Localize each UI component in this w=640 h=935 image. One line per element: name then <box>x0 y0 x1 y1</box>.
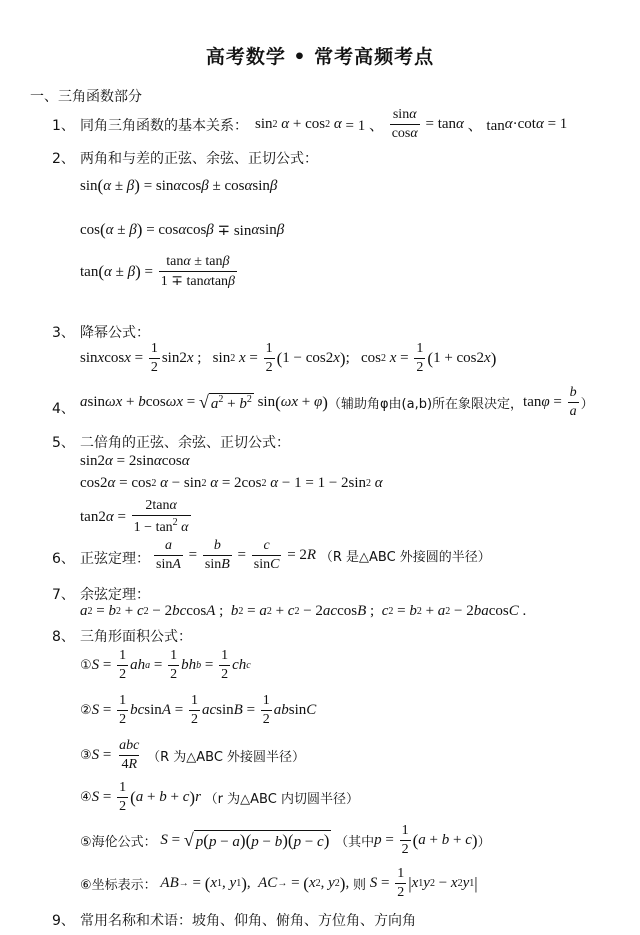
formula-sine-rule: $\frac{a}{\sin A}$ = $\frac{b}{\sin B}$ = $\frac{c}{\sin C}$ = 2 R （R 是△ABC 外接圆的半径） <box>156 538 491 572</box>
heron-label: ⑤海伦公式： <box>80 835 157 850</box>
section-heading: 一、三角函数部分 <box>30 89 142 105</box>
formula-cos-double: cos2 α = cos 2 α − sin 2 α = 2cos 2 α − 1 = 1 − 2sin 2 α <box>80 475 383 491</box>
item-label: 两角和与差的正弦、余弦、正切公式： <box>80 151 318 167</box>
formula-area-4: ④ S = $\frac{1}{2}$ ( a + b + c ) r （r 为△ABC 内切圆半径） <box>80 780 359 814</box>
area4-note: （r 为△ABC 内切圆半径） <box>204 792 359 807</box>
area3-note: （R 为△ABC 外接圆半径） <box>147 750 306 765</box>
item-number: 6、 <box>52 551 75 567</box>
sine-rule-note: （R 是△ABC 外接圆的半径） <box>319 550 491 565</box>
formula-sin-sum: sin ( α ± β ) = sin α cos β ± cos α sin β <box>80 176 278 195</box>
aux-angle-note: （辅助角φ由(a,b)所在象限决定， <box>327 397 524 412</box>
formula-cosine-rule: a 2 = b 2 + c 2 − 2 bc cos A ; b 2 = a 2 + c 2 − 2 ac cos B ; c 2 = b 2 + a 2 − 2 ba cos C . <box>80 603 527 619</box>
item-label: 常用名称和术语：坡角、仰角、俯角、方位角、方向角 <box>80 913 416 929</box>
formula-power-reduction: sin x cos x = $\frac{1}{2}$ sin2 x ; sin 2 x = $\frac{1}{2}$ ( 1 − cos2 x ) ; cos 2 x = $\frac{1}{2}$ ( 1 + cos2 x ) <box>80 341 497 375</box>
formula-tan-sum: tan ( α ± β ) = $\frac{\tan\alpha \pm \tan\beta}{1 \mp \tan\alpha\tan\beta}$ <box>80 254 236 289</box>
item-number: 3、 <box>52 325 75 341</box>
area2-mark: ② <box>80 703 92 718</box>
coord-label: ⑥坐标表示： <box>80 878 157 893</box>
item-number: 7、 <box>52 587 75 603</box>
area3-mark: ③ <box>80 748 92 763</box>
item-label: 二倍角的正弦、余弦、正切公式： <box>80 435 290 451</box>
formula-area-coordinates: ⑥坐标表示： AB → = ( x 1 , y 1 ) , AC → = ( x 2 , y 2 ) , 则 S = $\frac{1}{2}$ | x 1 y 2 − x 2 y 1 | <box>80 866 478 900</box>
formula-area-3: ③ S = $\frac{\text{abc}}{4R}$ （R 为△ABC 外接圆半径） <box>80 738 306 772</box>
area1-mark: ① <box>80 658 92 673</box>
item-number: 1、 <box>52 118 75 134</box>
page-title: 高考数学 • 常考高频考点 <box>205 46 435 68</box>
item-number: 8、 <box>52 629 75 645</box>
heron-note: （其中 <box>335 835 375 850</box>
item-number: 9、 <box>52 913 75 929</box>
formula-area-1: ① S = $\frac{1}{2}$ ah a = $\frac{1}{2}$ bh b = $\frac{1}{2}$ ch c <box>80 648 251 682</box>
item-label: 降幂公式： <box>80 325 150 341</box>
formula-basic-identity: sin 2 α + cos 2 α = 1 、 $\frac{\sin\alpha}{\cos\alpha}$ = tan α 、 tan α ·cot α = 1 <box>255 107 568 141</box>
item-label: 正弦定理： <box>80 551 150 567</box>
item-number: 5、 <box>52 435 75 451</box>
item-label: 同角三角函数的基本关系： <box>80 118 248 134</box>
formula-cos-sum: cos ( α ± β ) = cos α cos β ∓ sin α sin β <box>80 220 285 239</box>
item-label: 三角形面积公式： <box>80 629 192 645</box>
item-label: 余弦定理： <box>80 587 150 603</box>
formula-area-heron: ⑤海伦公式： S = √ p(p − a)(p − b)(p − c) （其中 p = $\frac{1}{2}$ ( a + b + c ) ） <box>80 823 491 857</box>
formula-auxiliary-angle: a sin ωx + b cos ωx = √ $a^2 + b^2$ sin ( ωx + φ ) （辅助角φ由(a,b)所在象限决定， tan φ = $\frac{b}{a}$ ） <box>80 385 594 419</box>
item-number: 4、 <box>52 401 75 417</box>
formula-tan-double: tan2 α = $\frac{2\tan\alpha}{1 - \tan^2 \alpha}$ <box>80 498 189 535</box>
area4-mark: ④ <box>80 790 92 805</box>
formula-sin-double: sin2 α = 2sin α cos α <box>80 453 190 469</box>
item-number: 2、 <box>52 151 75 167</box>
formula-area-2: ② S = $\frac{1}{2}$ bc sin A = $\frac{1}{2}$ ac sin B = $\frac{1}{2}$ ab sin C <box>80 693 317 727</box>
